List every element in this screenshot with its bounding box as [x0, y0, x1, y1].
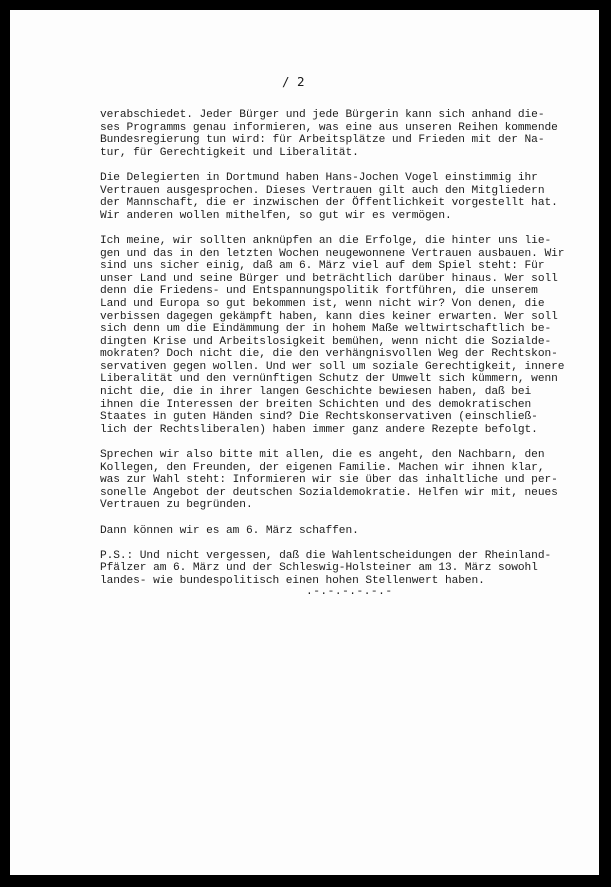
- text-line: Kollegen, den Freunden, der eigenen Familie. Machen wir ihnen klar,: [100, 461, 545, 474]
- text-line: Die Delegierten in Dortmund haben Hans-Jochen Vogel einstimmig ihr: [100, 171, 538, 184]
- text-line: ihnen die Interessen der breiten Schichten und des demokratischen: [100, 398, 532, 411]
- text-line: Dann können wir es am 6. März schaffen.: [100, 524, 359, 537]
- text-line: Liberalität und den vernünftigen Schutz der Umwelt sich kümmern, wenn: [100, 373, 558, 386]
- text-line: ses Programms genau informieren, was eine aus unseren Reihen kommende: [100, 121, 558, 134]
- text-line: Ich meine, wir sollten anknüpfen an die Erfolge, die hinter uns lie-: [100, 234, 552, 247]
- text-line: was zur Wahl steht: Informieren wir sie über das inhaltliche und per-: [100, 474, 558, 487]
- text-line: Sprechen wir also bitte mit allen, die es angeht, den Nachbarn, den: [100, 449, 545, 462]
- paragraph: [100, 109, 592, 159]
- text-line: denn die Friedens- und Entspannungspolitik fortführen, die unserem: [100, 285, 538, 298]
- paragraph: [100, 449, 592, 512]
- text-line: Wir anderen wollen mithelfen, so gut wir es vermögen.: [100, 209, 452, 222]
- text-line: Bundesregierung tun wird: für Arbeitsplätze und Frieden mit der Na-: [100, 134, 545, 147]
- text-line: sonelle Angebot der deutschen Sozialdemokratie. Helfen wir mit, neues: [100, 486, 558, 499]
- paragraph: [100, 235, 592, 437]
- document-page: [10, 10, 599, 875]
- closing-mark: .-.-.-.-.-.-: [306, 586, 393, 598]
- text-line: Vertrauen zu begründen.: [100, 499, 253, 512]
- paragraph: [100, 525, 592, 538]
- text-line: sind uns sicher einig, daß am 6. März viel auf dem Spiel steht: Für: [100, 260, 545, 273]
- text-line: landes- wie bundespolitisch einen hohen Stellenwert haben.: [100, 574, 485, 587]
- text-line: mokraten? Doch nicht die, die den verhängnisvollen Weg der Rechtskon-: [100, 348, 558, 361]
- text-line: lich der Rechtsliberalen) haben immer ganz andere Rezepte befolgt.: [100, 423, 538, 436]
- text-line: Pfälzer am 6. März und der Schleswig-Holsteiner am 13. März sowohl: [100, 562, 538, 575]
- text-line: gen und das in den letzten Wochen neugewonnene Vertrauen ausbauen. Wir: [100, 247, 565, 260]
- text-line: Land und Europa so gut bekommen ist, wenn nicht wir? Von denen, die: [100, 297, 545, 310]
- page-number: / 2: [282, 74, 305, 89]
- text-line: nicht die, die in ihrer langen Geschichte bewiesen haben, daß bei: [100, 386, 532, 399]
- text-line: Vertrauen ausgesprochen. Dieses Vertrauen gilt auch den Mitgliedern: [100, 184, 545, 197]
- letter-body: [100, 109, 592, 600]
- text-line: verabschiedet. Jeder Bürger und jede Bürgerin kann sich anhand die-: [100, 109, 545, 121]
- paragraph: [100, 550, 592, 588]
- text-line: servativen gegen wollen. Und wer soll um soziale Gerechtigkeit, innere: [100, 360, 565, 373]
- text-line: dingten Krise und Arbeitslosigkeit bemühen, wenn nicht die Sozialde-: [100, 335, 552, 348]
- text-line: sich denn um die Eindämmung der in hohem Maße weltwirtschaftlich be-: [100, 323, 552, 336]
- text-line: tur, für Gerechtigkeit und Liberalität.: [100, 146, 359, 159]
- text-line: Staates in guten Händen sind? Die Rechtskonservativen (einschließ-: [100, 411, 538, 424]
- text-line: P.S.: Und nicht vergessen, daß die Wahlentscheidungen der Rheinland-: [100, 549, 552, 562]
- text-line: unser Land und seine Bürger und beträchtlich darüber hinaus. Wer soll: [100, 272, 558, 285]
- paragraph: [100, 172, 592, 222]
- text-line: verbissen dagegen gekämpft haben, kann dies keiner erwarten. Wer soll: [100, 310, 558, 323]
- text-line: der Mannschaft, die er inzwischen der Öffentlichkeit vorgestellt hat.: [100, 197, 558, 210]
